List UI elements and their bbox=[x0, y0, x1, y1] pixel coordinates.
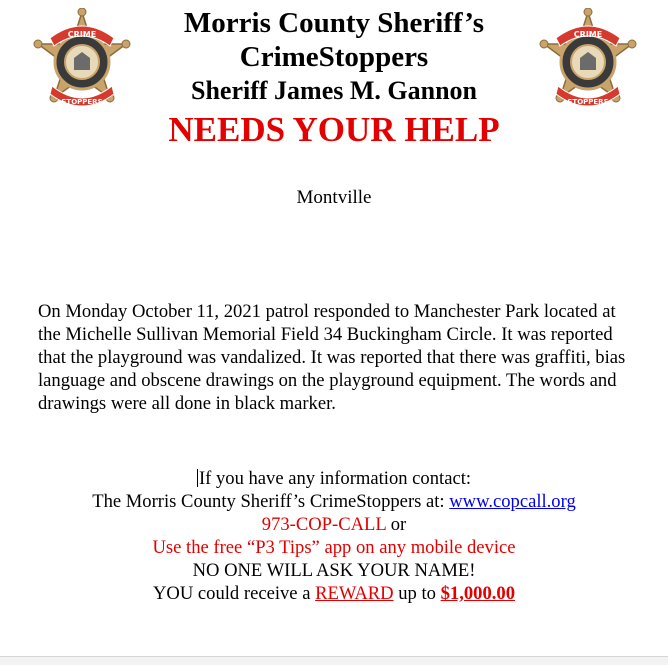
app-line: Use the free “P3 Tips” app on any mobile device bbox=[152, 537, 516, 558]
text-cursor bbox=[197, 469, 198, 487]
org-subtitle: CrimeStoppers bbox=[239, 41, 429, 73]
reward-middle: up to bbox=[393, 583, 441, 604]
reward-word: REWARD bbox=[315, 583, 394, 604]
badge-top-text: CRIME bbox=[67, 30, 97, 39]
crimestoppers-badge-right bbox=[536, 8, 640, 120]
sheriff-name: Sheriff James M. Gannon bbox=[191, 76, 477, 105]
org-title: Morris County Sheriff’s bbox=[183, 7, 485, 39]
anonymous-line: NO ONE WILL ASK YOUR NAME! bbox=[192, 560, 476, 581]
contact-intro: If you have any information contact: bbox=[198, 468, 472, 489]
badge-bottom-text: STOPPERS bbox=[61, 98, 103, 106]
badge-bottom-text: STOPPERS bbox=[567, 98, 609, 106]
phone-number: 973-COP-CALL bbox=[261, 514, 387, 535]
website-prefix: The Morris County Sheriff’s CrimeStoppers at: bbox=[92, 491, 450, 512]
badge-top-text: CRIME bbox=[573, 30, 603, 39]
contact-intro-line bbox=[0, 467, 668, 490]
flyer-header bbox=[120, 6, 548, 108]
incident-description: On Monday October 11, 2021 patrol responded to Manchester Park located at the Michelle Sullivan Memorial Field 34 Buckingham Circle. It was reported that the playground was vandalized. It was reported that there was graffiti, bias language and obscene drawings on the playground equipment. The words and drawings were all done in black marker. bbox=[38, 301, 626, 414]
town-name: Montville bbox=[296, 187, 372, 208]
phone-line bbox=[0, 513, 668, 536]
website-link[interactable]: www.copcall.org bbox=[449, 491, 576, 512]
reward-amount: $1,000.00 bbox=[440, 583, 515, 604]
reward-prefix: YOU could receive a bbox=[152, 583, 316, 604]
phone-suffix: or bbox=[386, 514, 407, 535]
reward-line bbox=[0, 582, 668, 605]
website-line bbox=[0, 490, 668, 513]
headline: NEEDS YOUR HELP bbox=[168, 110, 500, 149]
crimestoppers-badge-left bbox=[30, 8, 134, 120]
contact-block bbox=[0, 467, 668, 605]
